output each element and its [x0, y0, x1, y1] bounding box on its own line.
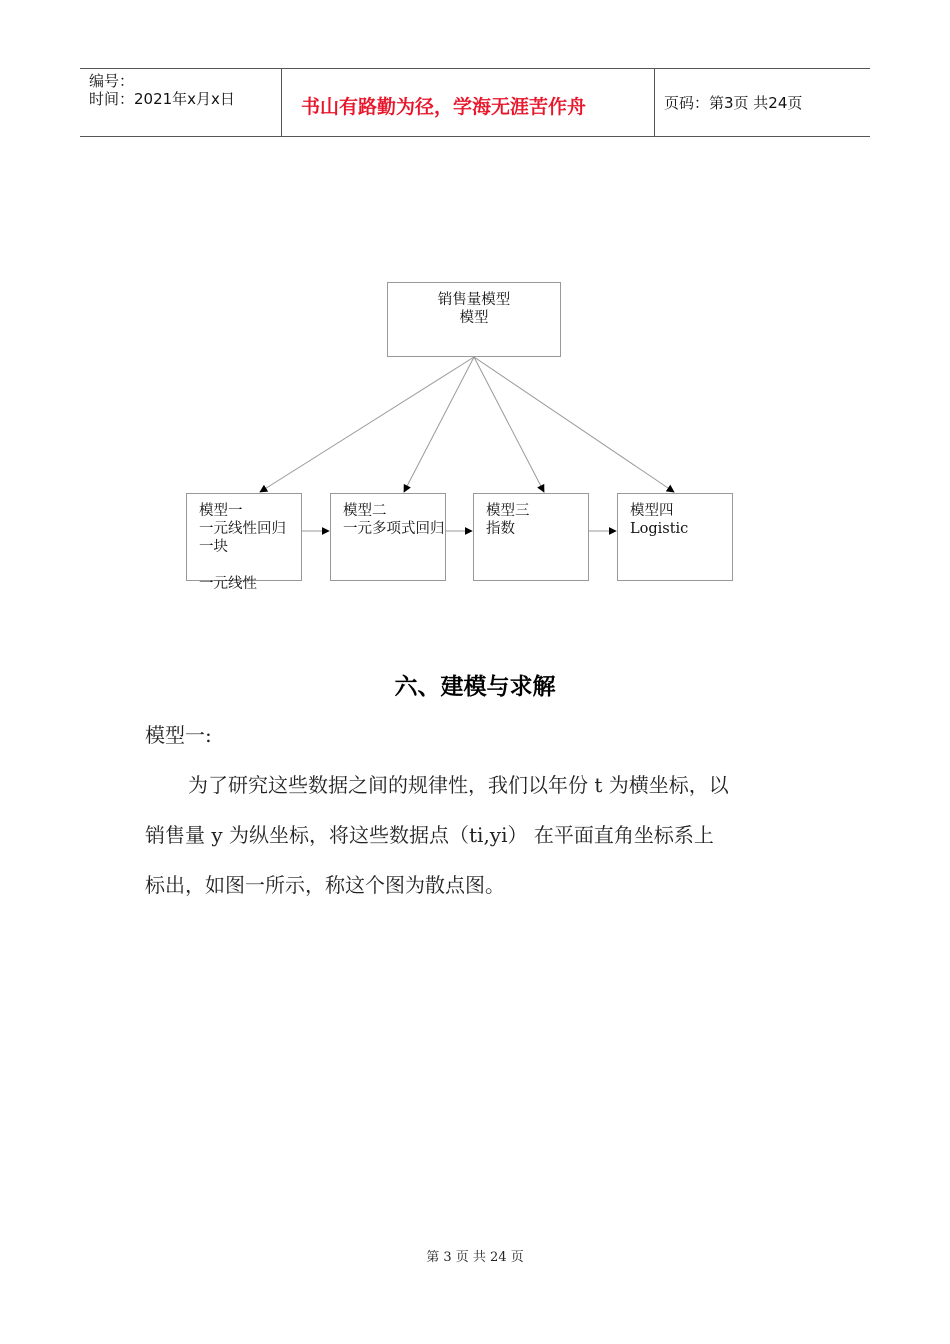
- arrow-root-to-model-3: [474, 357, 544, 492]
- arrow-root-to-model-2: [404, 357, 474, 492]
- arrow-root-to-model-1: [260, 357, 474, 492]
- model-4-title: 模型四: [630, 503, 674, 519]
- header-motto: 书山有路勤为径，学海无涯苦作舟: [301, 96, 587, 118]
- model-2-title: 模型二: [343, 503, 387, 519]
- section-subheading: 模型一:: [145, 723, 212, 747]
- page-footer: 第 3 页 共 24 页: [426, 1250, 524, 1265]
- model-2-desc: 一元多项式回归: [343, 521, 445, 537]
- model-3-title: 模型三: [486, 503, 530, 519]
- model-4-desc: Logistic: [630, 521, 689, 537]
- header-number-label: 编号：: [89, 72, 135, 90]
- root-model-box: [387, 282, 561, 357]
- model-1-desc: 一元线性回归: [199, 521, 286, 537]
- model-3-desc: 指数: [486, 521, 515, 537]
- paragraph-line-3: 标出，如图一所示，称这个图为散点图。: [145, 873, 505, 897]
- header-page-code: 页码：第3页 共24页: [664, 94, 803, 112]
- model-4-box: [617, 493, 733, 581]
- paragraph-line-2: 销售量 y 为纵坐标，将这些数据点（ti,yi） 在平面直角坐标系上: [145, 823, 714, 847]
- model-1-title: 模型一: [199, 503, 243, 519]
- paragraph-line-1: 为了研究这些数据之间的规律性，我们以年份 t 为横坐标，以: [188, 773, 729, 797]
- root-model-line2: 模型: [459, 310, 489, 326]
- model-1-overflow-line1: 一块: [199, 539, 228, 555]
- arrow-root-to-model-4: [474, 357, 674, 492]
- section-heading: 六、建模与求解: [394, 674, 556, 700]
- header-date: 时间：2021年x月x日: [89, 90, 235, 108]
- model-1-overflow-line2: 一元线性: [199, 576, 257, 592]
- root-model-line1: 销售量模型: [437, 292, 511, 308]
- model-2-box: [330, 493, 446, 581]
- model-3-box: [473, 493, 589, 581]
- model-1-box: [186, 493, 302, 592]
